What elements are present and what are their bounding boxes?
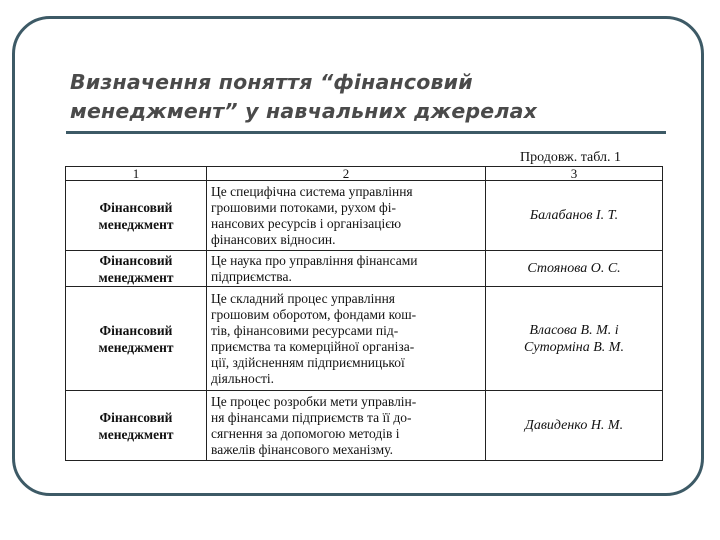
definition-line: Це наука про управління фінансами: [211, 252, 418, 268]
term-line: менеджмент: [98, 269, 174, 285]
column-header-2: 2: [207, 167, 486, 181]
definition-line: Це специфічна система управління: [211, 183, 413, 199]
definition-line: Це процес розробки мети управлін-: [211, 393, 417, 409]
definition-line: приємства та комерційної організа-: [211, 338, 415, 354]
author-cell: [486, 287, 663, 391]
table-row: [66, 181, 663, 251]
definition-line: грошовими потоками, рухом фі-: [211, 199, 397, 215]
definition-line: важелів фінансового механізму.: [211, 441, 393, 457]
table-header-row: [66, 167, 663, 181]
author-line: Давиденко Н. М.: [524, 418, 624, 433]
column-header-1: 1: [66, 167, 207, 181]
author-cell: [486, 181, 663, 251]
column-header-3: 3: [486, 167, 663, 181]
author-line: Власова В. М. і: [529, 322, 619, 338]
definition-line: ня фінансами підприємств та її до-: [211, 409, 412, 425]
term-cell: [66, 391, 207, 461]
table-caption: Продовж. табл. 1: [520, 150, 621, 165]
term-line: Фінансовий: [99, 322, 173, 338]
title-underline: [66, 131, 666, 134]
definition-line: грошовим оборотом, фондами кош-: [211, 306, 417, 322]
definition-line: фінансових відносин.: [211, 231, 336, 247]
definition-cell: [207, 391, 486, 461]
definition-cell: [207, 181, 486, 251]
definition-line: сягнення за допомогою методів і: [211, 425, 400, 441]
definition-cell: [207, 251, 486, 287]
definition-line: Це складний процес управління: [211, 290, 396, 306]
term-line: Фінансовий: [99, 252, 173, 268]
term-line: Фінансовий: [99, 199, 173, 215]
title-line-1: Визначення поняття “фінансовий: [70, 70, 473, 94]
definition-cell: [207, 287, 486, 391]
author-line: Суторміна В. М.: [524, 339, 624, 355]
table-row: [66, 251, 663, 287]
term-cell: [66, 251, 207, 287]
author-line: Балабанов І. Т.: [529, 208, 619, 223]
table-row: [66, 287, 663, 391]
slide-title: [70, 68, 670, 126]
term-cell: [66, 181, 207, 251]
author-cell: [486, 251, 663, 287]
definition-line: тів, фінансовими ресурсами під-: [211, 322, 399, 338]
definition-line: підприємства.: [211, 268, 292, 284]
term-line: менеджмент: [98, 426, 174, 442]
title-line-2: менеджмент” у навчальних джерелах: [70, 99, 538, 123]
author-line: Стоянова О. С.: [527, 261, 621, 276]
definition-line: ції, здійсненням підприємницької: [211, 354, 405, 370]
table-row: [66, 391, 663, 461]
definition-line: нансових ресурсів і організацією: [211, 215, 402, 231]
term-line: менеджмент: [98, 339, 174, 355]
definition-line: діяльності.: [211, 370, 275, 386]
term-line: Фінансовий: [99, 409, 173, 425]
term-line: менеджмент: [98, 216, 174, 232]
definitions-table: [65, 166, 663, 461]
term-cell: [66, 287, 207, 391]
author-cell: [486, 391, 663, 461]
